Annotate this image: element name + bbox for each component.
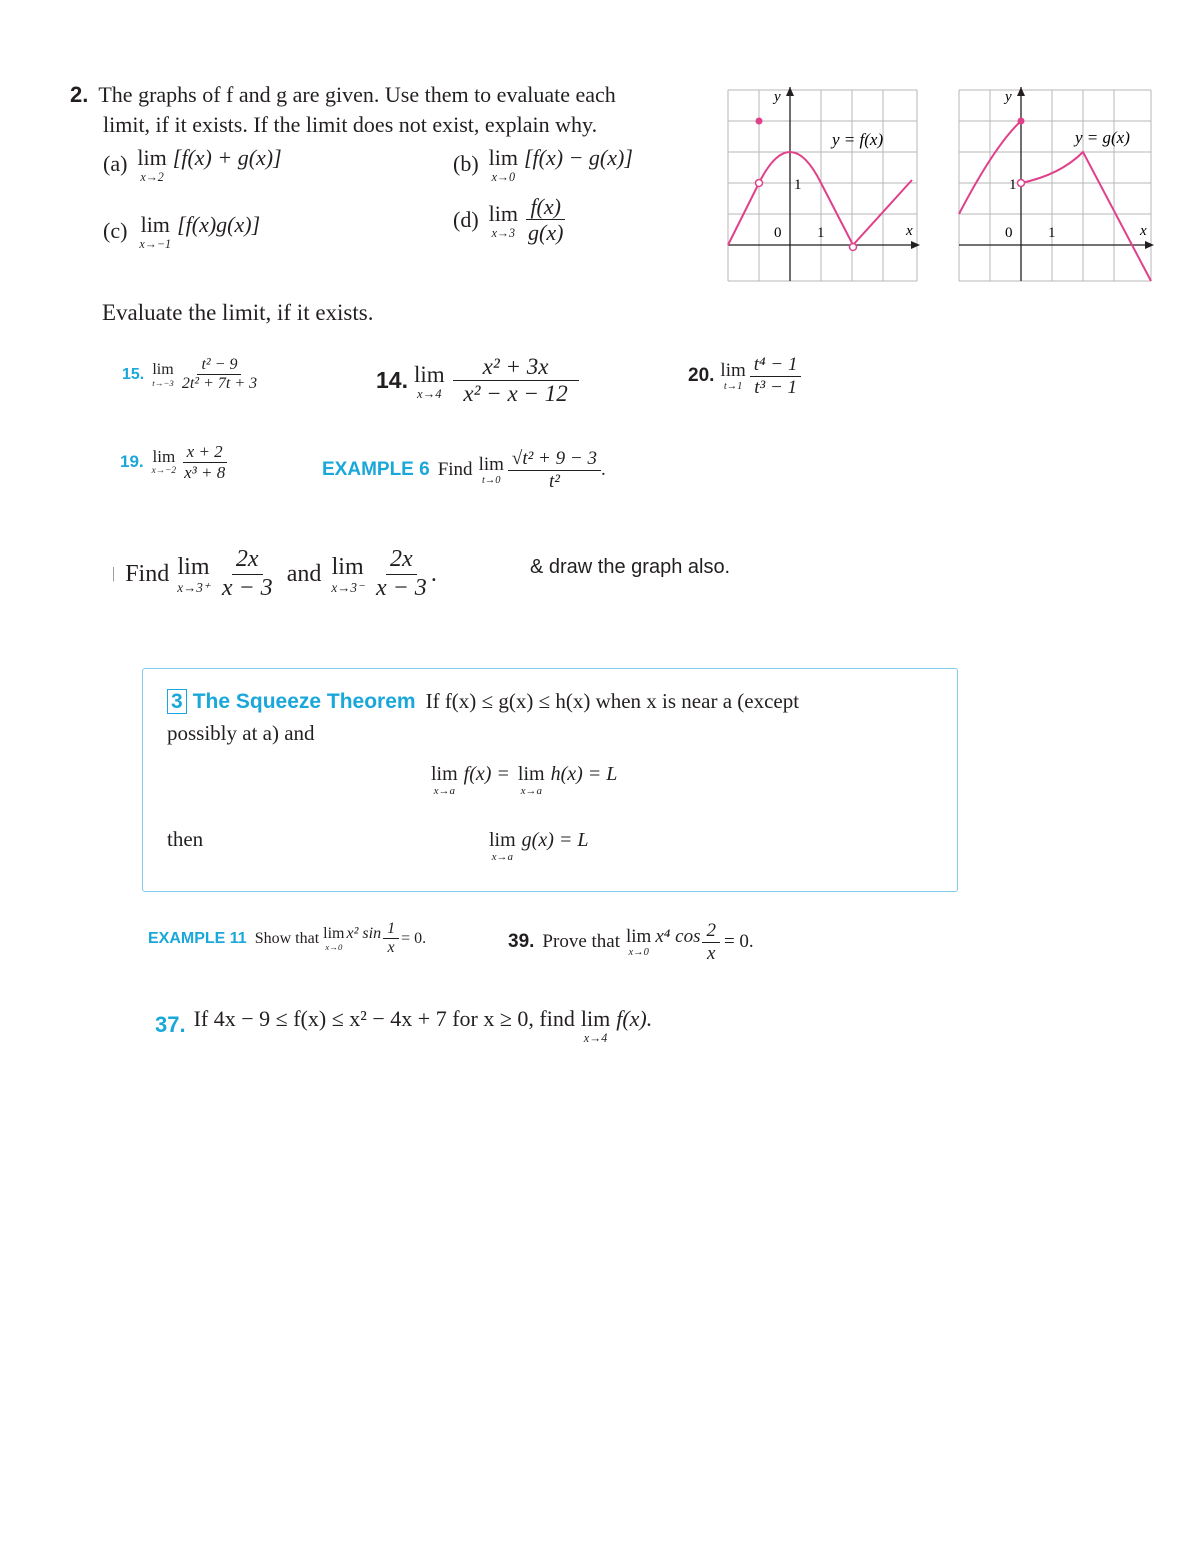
handwritten-note: & draw the graph also. xyxy=(530,556,731,578)
limit: lim x→3 xyxy=(488,200,518,240)
open-point xyxy=(1018,180,1025,187)
grid xyxy=(959,90,1151,281)
open-point xyxy=(1018,118,1025,125)
example-text: Show that xyxy=(254,929,320,947)
example-label: EXAMPLE 6 xyxy=(322,459,430,481)
theorem-text-line1: If f(x) ≤ g(x) ≤ h(x) when x is near a (except xyxy=(425,689,800,714)
limit: lim t→1 xyxy=(720,360,746,393)
find-text: Find xyxy=(125,560,170,587)
expression: x² sin xyxy=(346,924,382,942)
fraction: $\frac{2x}{x - 3}$ xyxy=(221,546,273,601)
limit: lim x→a xyxy=(431,763,458,797)
curve-label: y = g(x) xyxy=(1075,128,1130,147)
limit: lim x→0 xyxy=(626,926,652,959)
limit: lim x→4 xyxy=(413,361,445,401)
curve-label: y = f(x) xyxy=(832,130,884,149)
problem-text-line2: limit, if it exists. If the limit does not exist, explain why. xyxy=(103,112,598,137)
tick-one-x: 1 xyxy=(817,225,825,241)
problem-text-line1: The graphs of f and g are given. Use them to evaluate each xyxy=(98,82,616,107)
fraction: $\frac{2}{x}$ xyxy=(702,920,720,965)
theorem-number: 3 xyxy=(167,689,187,714)
problem-number: 37. xyxy=(155,1012,186,1038)
equation-end: = 0. xyxy=(401,929,427,947)
problem-14 xyxy=(376,354,579,408)
part-label: (b) xyxy=(453,151,479,177)
tick-zero: 0 xyxy=(1005,225,1013,241)
limit-expression: [f(x)g(x)] xyxy=(177,212,261,238)
squeeze-theorem-box xyxy=(142,668,958,892)
example-label: EXAMPLE 11 xyxy=(148,929,247,947)
tick-one-y: 1 xyxy=(794,177,802,193)
theorem-equation-1 xyxy=(431,763,617,797)
equation-part: g(x) = L xyxy=(521,828,589,851)
problem-number: 14. xyxy=(376,367,408,394)
theorem-title: The Squeeze Theorem xyxy=(192,689,416,713)
axes xyxy=(959,87,1154,281)
tick-one-y: 1 xyxy=(1009,177,1017,193)
fraction: $\frac{\text{√t² + 9 − 3}}{\text{t²}}$ xyxy=(508,448,601,493)
open-point xyxy=(850,244,857,251)
then-text: then xyxy=(167,827,204,851)
limit-expression: [f(x) − g(x)] xyxy=(524,145,633,171)
limit: lim x→3⁺ xyxy=(177,553,210,595)
problem-19 xyxy=(120,442,229,482)
fraction: $\frac{f(x)}{g(x)}$ xyxy=(528,194,564,246)
limit: lim x→−1 xyxy=(139,212,172,251)
problem-text: Prove that xyxy=(542,931,620,953)
problem-text: If 4x − 9 ≤ f(x) ≤ x² − 4x + 7 for x ≥ 0, find xyxy=(193,1006,575,1032)
problem-number: 19. xyxy=(120,452,144,472)
problem-number: 39. xyxy=(508,931,535,953)
period: . xyxy=(430,560,437,587)
problem-2 xyxy=(70,80,710,140)
x-axis-label: x xyxy=(1140,223,1147,239)
fraction: $\frac{\text{t⁴ − 1}}{\text{t³ − 1}}$ xyxy=(750,354,802,399)
limit: lim x→0 xyxy=(488,145,518,184)
y-axis-label: y xyxy=(774,89,781,105)
limit: lim x→a xyxy=(489,829,516,863)
limit: lim x→−2 xyxy=(151,447,177,477)
margin-bar: | xyxy=(112,565,116,583)
problem-37 xyxy=(155,1006,652,1044)
problem-number: 15. xyxy=(122,365,145,383)
fraction: $\frac{2x}{x - 3}$ xyxy=(375,546,427,601)
part-c xyxy=(103,212,260,250)
expression: x⁴ cos xyxy=(655,926,701,948)
problem-number: 2. xyxy=(70,82,89,107)
limit: lim x→0 xyxy=(323,925,345,953)
theorem-equation-2 xyxy=(489,829,589,863)
one-sided-limits xyxy=(112,546,437,602)
and-text: and xyxy=(286,560,322,587)
section-heading: Evaluate the limit, if it exists. xyxy=(102,300,374,325)
limit: lim t→−3 xyxy=(152,361,174,389)
period: . xyxy=(600,459,606,481)
equation-end: = 0. xyxy=(723,931,754,953)
part-label: (d) xyxy=(453,206,479,232)
part-a xyxy=(103,145,282,183)
example-text: Find xyxy=(437,459,473,481)
limit: lim t→0 xyxy=(478,454,504,487)
part-d xyxy=(453,194,567,246)
fraction: $\frac{x + 2}{\text{x³ + 8}}$ xyxy=(184,442,226,482)
tick-one-x: 1 xyxy=(1048,225,1056,241)
limit: lim x→a xyxy=(517,763,545,797)
limit-expression: [f(x) + g(x)] xyxy=(172,145,282,171)
equation-part: h(x) = L xyxy=(550,762,618,785)
limit: lim x→4 xyxy=(580,1006,611,1045)
example-11 xyxy=(148,920,426,958)
problem-number: 20. xyxy=(688,365,715,387)
solid-point xyxy=(756,118,763,125)
problem-15 xyxy=(122,356,261,394)
limit: lim x→3⁻ xyxy=(331,553,364,595)
open-point xyxy=(756,180,763,187)
curve-g xyxy=(1021,152,1151,281)
y-axis-label: y xyxy=(1005,89,1012,105)
part-label: (a) xyxy=(103,151,128,177)
theorem-text-line2: possibly at a) and xyxy=(167,721,315,745)
graph-f xyxy=(722,85,922,285)
fraction: $\frac{1}{x}$ xyxy=(383,920,399,958)
limit: lim x→2 xyxy=(137,145,167,184)
problem-39 xyxy=(508,920,754,965)
fraction: $\frac{\text{x² + 3x}}{\text{x² − x − 12}}$ xyxy=(453,354,579,408)
expression: f(x). xyxy=(616,1006,653,1032)
example-6 xyxy=(322,448,606,493)
part-label: (c) xyxy=(103,218,128,244)
equation-part: f(x) = xyxy=(463,762,510,785)
x-axis-label: x xyxy=(906,223,913,239)
problem-20 xyxy=(688,354,801,399)
part-b xyxy=(453,145,633,183)
tick-zero: 0 xyxy=(774,225,782,241)
graph-g xyxy=(955,85,1155,285)
theorem-header xyxy=(167,689,799,714)
fraction: $\frac{\text{t² − 9}}{\text{2t² + 7t + 3}}$ xyxy=(181,356,258,393)
